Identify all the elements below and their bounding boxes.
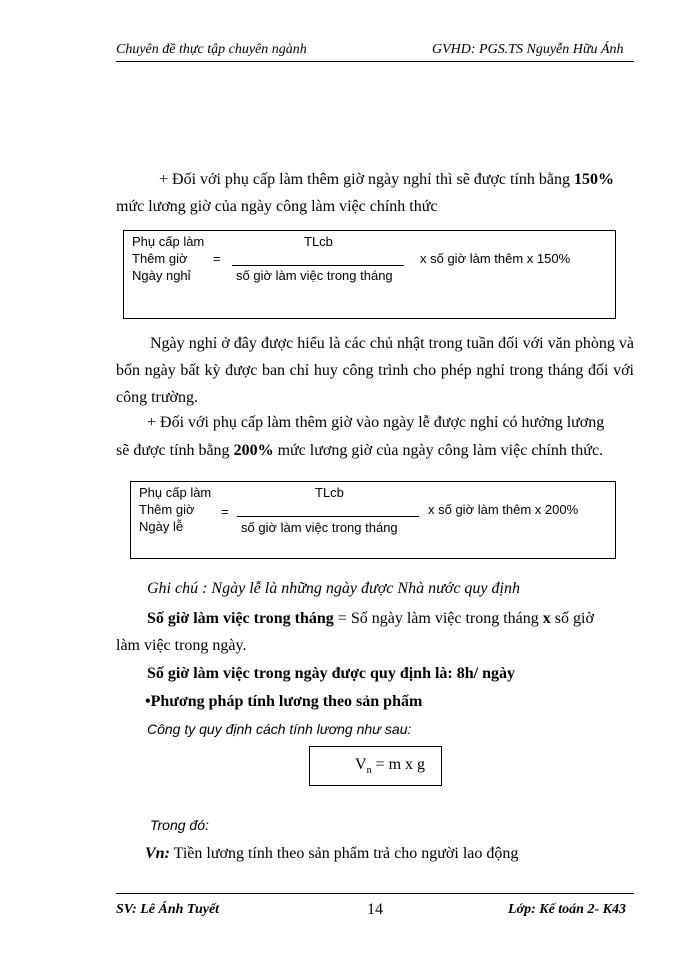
- formula2-fraction-bar: [237, 516, 419, 517]
- formula1-multiplier: x số giờ làm thêm x 150%: [420, 251, 571, 266]
- header-right: GVHD: PGS.TS Nguyễn Hữu Ánh: [432, 42, 624, 57]
- vn-definition: [145, 845, 518, 863]
- formula3: [355, 756, 425, 776]
- method-heading-text: Phương pháp tính lương theo sản phẩm: [150, 693, 423, 710]
- para1-text: + Đối với phụ cấp làm thêm giờ ngày nghỉ thì sẽ được tính bằng: [159, 171, 575, 188]
- para3-line1: + Đối với phụ cấp làm thêm giờ vào ngày lễ được nghỉ có hưởng lương: [147, 414, 605, 431]
- formula1-numerator: TLcb: [304, 234, 333, 249]
- formula1-left-line1: Phụ cấp làm: [132, 234, 205, 249]
- formula1-fraction-bar: [232, 265, 404, 266]
- footer-right: Lớp: Kế toán 2- K43: [508, 902, 626, 917]
- note: Ghi chú : Ngày lễ là những ngày được Nhà nước quy định: [147, 580, 520, 597]
- hours-month-eq: = Số ngày làm việc trong tháng: [333, 610, 543, 627]
- bullet-icon: •: [145, 693, 151, 710]
- footer-left: SV: Lê Ánh Tuyết: [116, 902, 220, 917]
- formula2-left-line3: Ngày lễ: [139, 519, 184, 534]
- para1-line2: mức lương giờ của ngày công làm việc chính thức: [116, 198, 438, 215]
- vn-term: Vn:: [145, 845, 170, 862]
- para3-text-a: sẽ được tính bằng: [116, 442, 234, 459]
- para1-bold: 150%: [574, 171, 615, 188]
- formula2-multiplier: x số giờ làm thêm x 200%: [428, 502, 579, 517]
- formula-box-1: [123, 230, 616, 319]
- hours-month-line2: làm việc trong ngày.: [116, 637, 247, 654]
- formula3-sub: n: [366, 765, 372, 777]
- footer-rule: [116, 893, 634, 894]
- where-label: Trong đó:: [150, 817, 209, 833]
- hours-day: Số giờ làm việc trong ngày được quy định là: 8h/ ngày: [147, 665, 515, 682]
- formula1-left-line2: Thêm giờ: [132, 251, 188, 266]
- para2: Ngày nghỉ ở đây được hiểu là các chủ nhật trong tuần đối với văn phòng và bốn ngày bất kỳ được ban chỉ huy công trình cho phép nghỉ trong tháng đối với công trường.: [116, 335, 634, 406]
- para3-line2: [116, 442, 603, 460]
- page-number: 14: [367, 901, 383, 918]
- formula1-denominator: số giờ làm việc trong tháng: [236, 268, 393, 283]
- formula2-denominator: số giờ làm việc trong tháng: [241, 520, 398, 535]
- para3-text-b: mức lương giờ của ngày công làm việc chính thức.: [273, 442, 604, 459]
- header-rule: [116, 61, 634, 62]
- para3-bold: 200%: [233, 442, 274, 459]
- formula-box-2: [130, 481, 616, 559]
- header-left: Chuyên đề thực tập chuyên ngành: [116, 42, 307, 57]
- hours-month-bold: Số giờ làm việc trong tháng: [147, 610, 334, 627]
- formula2-equals: =: [221, 504, 229, 519]
- company-rule: Công ty quy định cách tính lương như sau:: [147, 721, 412, 737]
- formula3-rhs: = m x g: [371, 756, 426, 773]
- hours-month-rest: số giờ: [550, 610, 594, 627]
- formula2-left-line2: Thêm giờ: [139, 502, 195, 517]
- method-heading: [145, 693, 422, 711]
- formula2-left-line1: Phụ cấp làm: [139, 485, 212, 500]
- formula-box-3: [309, 746, 442, 786]
- formula1-left-line3: Ngày nghỉ: [132, 268, 191, 283]
- hours-month-line1: [147, 610, 594, 628]
- formula2-numerator: TLcb: [315, 485, 344, 500]
- formula1-equals: =: [213, 251, 221, 266]
- formula3-lhs: V: [355, 756, 367, 773]
- vn-text: Tiền lương tính theo sản phẩm trả cho người lao động: [169, 845, 519, 862]
- para1-line1: [159, 171, 614, 189]
- hours-month-x: x: [542, 610, 551, 627]
